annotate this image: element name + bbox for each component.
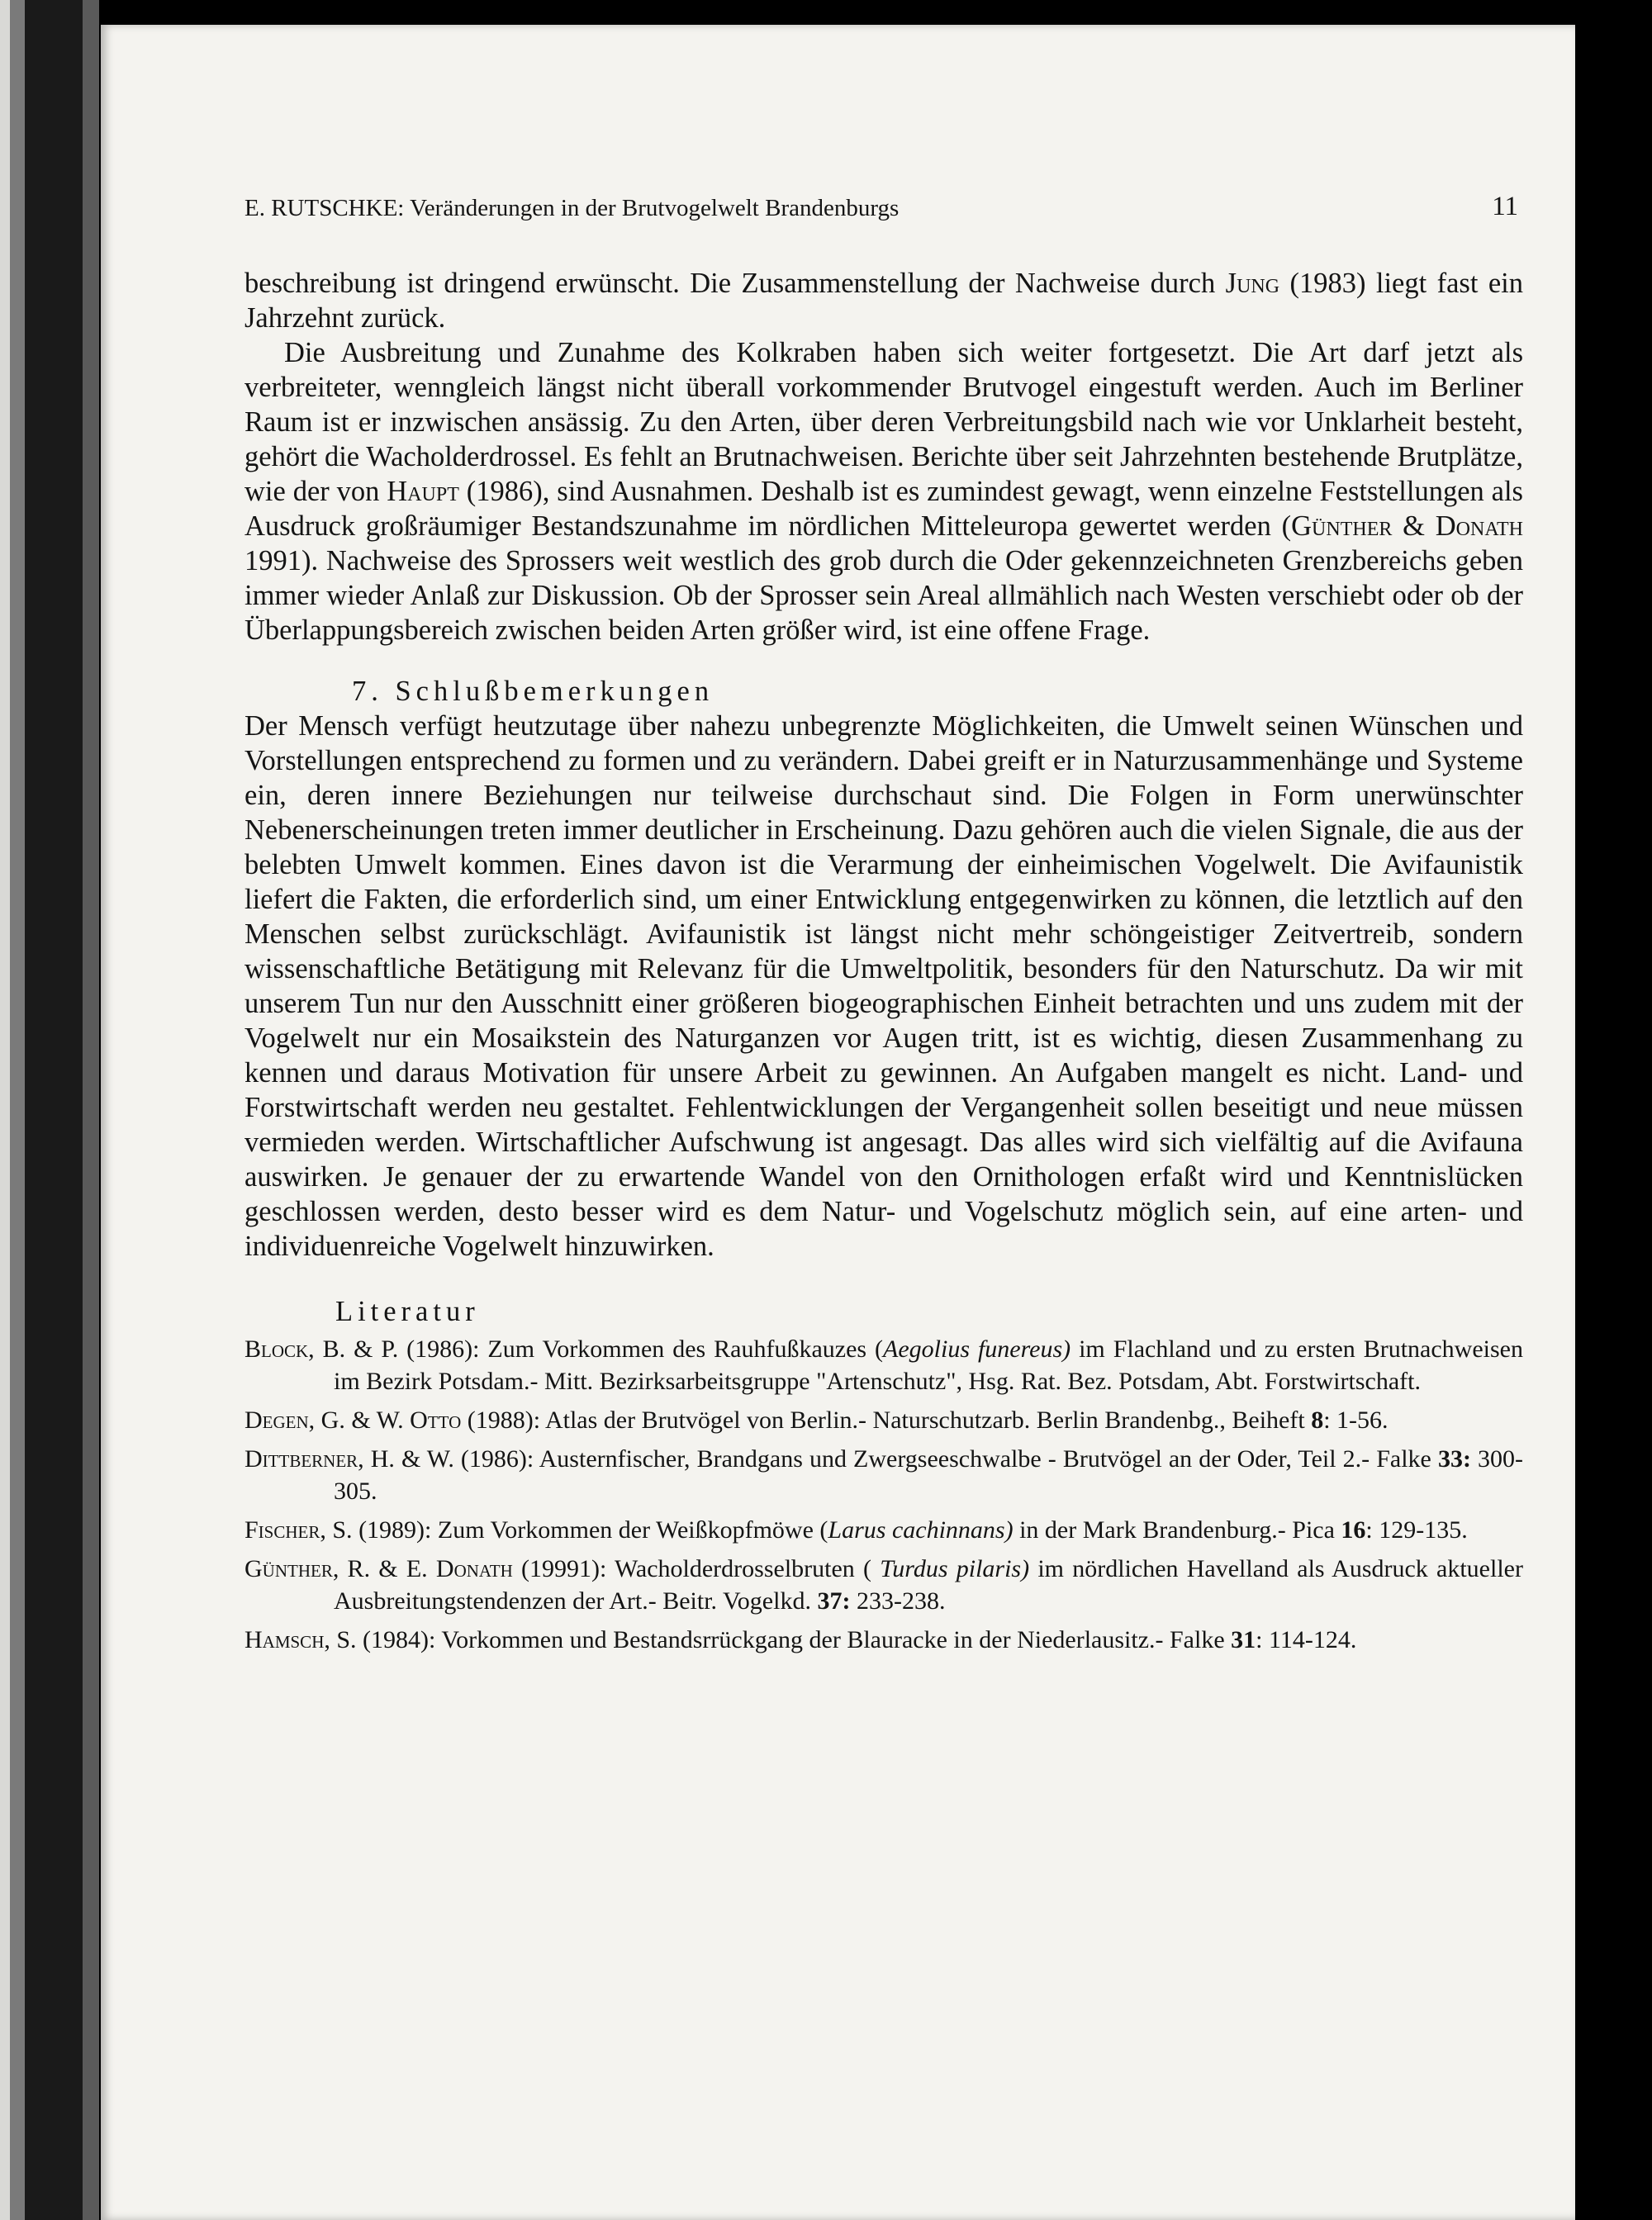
ref-author: Günther, R. & E. Donath xyxy=(244,1555,513,1582)
paragraph-2 xyxy=(244,335,1523,648)
ref-pages: : 1-56. xyxy=(1323,1406,1389,1434)
ref-author: Hamsch, S. xyxy=(244,1626,357,1653)
ref-species: Aegolius funereus) xyxy=(883,1335,1071,1363)
paragraph-1 xyxy=(244,266,1523,335)
ref-text: (1986): Austernfischer, Brandgans und Zwergseeschwalbe - Brutvögel an der Oder, Teil 2.- Falke xyxy=(453,1445,1438,1473)
ref-text: (1984): Vorkommen und Bestandsrrückgang der Blauracke in der Niederlausitz.- Falke xyxy=(356,1626,1232,1653)
adjacent-page-edge xyxy=(0,0,99,2220)
citation-guenther-donath: Günther & Donath xyxy=(1291,510,1523,542)
ref-text: (1986): Zum Vorkommen des Rauhfußkauzes ( xyxy=(398,1335,884,1363)
citation-haupt: Haupt xyxy=(387,476,459,507)
ref-volume: 8 xyxy=(1311,1406,1324,1434)
ref-author: Degen, G. & W. Otto xyxy=(244,1406,462,1434)
running-title: E. RUTSCHKE: Veränderungen in der Brutvogelwelt Brandenburgs xyxy=(244,195,900,221)
p2-text-b: (1986), sind Ausnahmen. Deshalb ist es zumindest gewagt, wenn einzelne Feststellungen als Ausdruck großräumiger Bestandszunahme im nördlichen Mitteleuropa gewertet werden ( xyxy=(244,476,1523,542)
ref-text: in der Mark Brandenburg.- Pica xyxy=(1013,1516,1341,1544)
citation-jung: Jung xyxy=(1225,268,1280,299)
reference-item xyxy=(244,1443,1523,1507)
reference-item xyxy=(244,1553,1523,1617)
ref-author: Dittberner, H. & W. xyxy=(244,1445,454,1473)
ref-pages: : 129-135. xyxy=(1365,1516,1468,1544)
body-text xyxy=(244,266,1523,1656)
edge-grey-strip xyxy=(10,0,25,2220)
ref-species: Larus cachinnans) xyxy=(828,1516,1014,1544)
p2-text-a: Die Ausbreitung und Zunahme des Kolkraben haben sich weiter fortgesetzt. Die Art darf jetzt als verbreiteter, wenngleich längst nicht überall vorkommender Brutvogel eingestuft werden. Auch im Berliner Raum ist er inzwischen ansässig. Zu den Arten, über deren Verbreitungsbild nach wie vor Unklarheit besteht, gehört die Wacholderdrossel. Es fehlt an Brutnachweisen. Berichte über seit Jahrzehnten bestehende Brutplätze, wie der von xyxy=(244,337,1523,507)
page-content xyxy=(244,180,1523,1663)
reference-item xyxy=(244,1624,1523,1656)
gutter-shadow xyxy=(83,0,99,2220)
document-page xyxy=(101,25,1575,2220)
ref-text: (1989): Zum Vorkommen der Weißkopfmöwe ( xyxy=(352,1516,828,1544)
ref-pages: : 114-124. xyxy=(1256,1626,1357,1653)
reference-item xyxy=(244,1333,1523,1397)
ref-volume: 37: xyxy=(817,1587,851,1615)
section-7-heading: 7. Schlußbemerkungen xyxy=(352,676,714,707)
p1-text-b: (1983) liegt fast ein Jahrzehnt zurück. xyxy=(244,268,1523,334)
reference-item xyxy=(244,1514,1523,1546)
ref-author: Block, B. & P. xyxy=(244,1335,399,1363)
ref-text: im nördlichen Havelland als Ausdruck aktueller Ausbreitungstendenzen der Art.- Beitr. Vogelkd. xyxy=(334,1555,1523,1615)
reference-list xyxy=(244,1333,1523,1656)
ref-text: (19991): Wacholderdrosselbruten ( xyxy=(512,1555,881,1582)
edge-light-strip xyxy=(0,0,10,2220)
ref-text: im Flachland und zu ersten Brutnachweisen im Bezirk Potsdam.- Mitt. Bezirksarbeitsgruppe "Artenschutz", Hsg. Rat. Bez. Potsdam, Abt. Forstwirtschaft. xyxy=(334,1335,1523,1395)
running-header xyxy=(244,180,1523,230)
ref-text: (1988): Atlas der Brutvögel von Berlin.- Naturschutzarb. Berlin Brandenbg., Beiheft xyxy=(461,1406,1312,1434)
ref-volume: 31 xyxy=(1231,1626,1256,1653)
ref-pages: 233-238. xyxy=(850,1587,946,1615)
ref-volume: 33: xyxy=(1437,1445,1471,1473)
ref-volume: 16 xyxy=(1341,1516,1366,1544)
paragraph-3: Der Mensch verfügt heutzutage über nahezu unbegrenzte Möglichkeiten, die Umwelt seinen Wünschen und Vorstellungen entsprechend zu formen und zu verändern. Dabei greift er in Naturzusammenhänge und Systeme ein, deren innere Beziehungen nur teilweise durchschaut sind. Die Folgen in Form unerwünschter Nebenerscheinungen treten immer deutlicher in Erscheinung. Dazu gehören auch die vielen Signale, die aus der belebten Umwelt kommen. Eines davon ist die Verarmung der einheimischen Vogelwelt. Die Avifaunistik liefert die Fakten, die erforderlich sind, um einer Entwicklung entgegenwirken zu können, die letztlich auf den Menschen selbst zurückschlägt. Avifaunistik ist längst nicht mehr schöngeistiger Zeitvertreib, sondern wissenschaftliche Betätigung mit Relevanz für die Umweltpolitik, besonders für den Naturschutz. Da wir mit unserem Tun nur den Ausschnitt einer größeren biogeographischen Einheit betrachten und uns zudem mit der Vogelwelt nur ein Mosaikstein des Naturganzen vor Augen tritt, ist es wichtig, diesen Zusammenhang zu kennen und daraus Motivation für unsere Arbeit zu gewinnen. An Aufgaben mangelt es nicht. Land- und Forstwirtschaft werden neu gestaltet. Fehlentwicklungen der Vergangenheit sollen beseitigt und neue müssen vermieden werden. Wirtschaftlicher Aufschwung ist angesagt. Das alles wird sich vielfältig auf die Avifauna auswirken. Je genauer der zu erwartende Wandel von den Ornithologen erfaßt wird und Kenntnislücken geschlossen werden, desto besser wird es dem Natur- und Vogelschutz möglich sein, auf eine arten- und individuenreiche Vogelwelt hinzuwirken. xyxy=(244,710,1523,1262)
ref-author: Fischer, S. xyxy=(244,1516,353,1544)
ref-pages: 300-305. xyxy=(334,1445,1523,1505)
p2-text-c: 1991). Nachweise des Sprossers weit westlich des grob durch die Oder gekennzeichneten Grenzbereichs geben immer wieder Anlaß zur Diskussion. Ob der Sprosser sein Areal allmählich nach Westen verschiebt oder ob der Überlappungsbereich zwischen beiden Arten größer wird, ist eine offene Frage. xyxy=(244,545,1523,646)
literature-heading: Literatur xyxy=(335,1296,480,1327)
reference-item xyxy=(244,1404,1523,1436)
scan-border-right xyxy=(1575,0,1652,2220)
page-number: 11 xyxy=(1492,192,1518,221)
ref-species: Turdus pilaris) xyxy=(880,1555,1030,1582)
p1-text-a: beschreibung ist dringend erwünscht. Die Zusammenstellung der Nachweise durch xyxy=(244,268,1226,299)
